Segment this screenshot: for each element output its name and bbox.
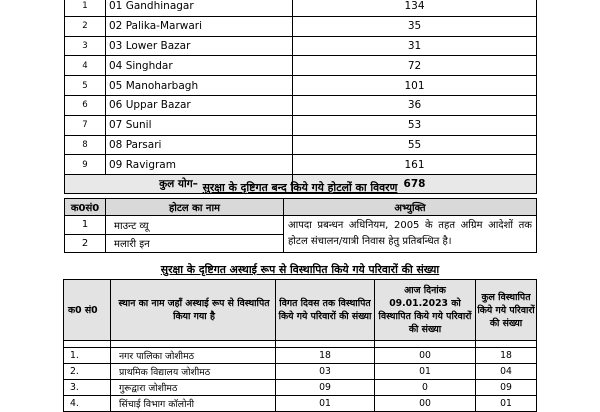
- ward-name: 02 Palika-Marwari: [106, 16, 293, 36]
- ward-name: 09 Ravigram: [106, 155, 293, 175]
- ward-count: 31: [293, 36, 537, 56]
- table-row: [64, 364, 537, 380]
- prev-count: 18: [276, 348, 375, 364]
- ward-name: 07 Sunil: [106, 115, 293, 135]
- hotel-name: माउन्ट व्यू: [106, 216, 284, 235]
- row-sn: 2: [65, 16, 106, 36]
- today-count: 01: [375, 364, 476, 380]
- ward-count: 101: [293, 76, 537, 96]
- ward-count: 36: [293, 95, 537, 115]
- table-row: [65, 216, 537, 235]
- table-header-row: [64, 280, 537, 341]
- table-row: [65, 155, 537, 175]
- header-place: स्थान का नाम जहाँ अस्थाई रूप से विस्थापित किया गया है: [111, 280, 276, 341]
- ward-name: 03 Lower Bazar: [106, 36, 293, 56]
- place-name: प्राथमिक विद्यालय जोशीमठ: [111, 364, 276, 380]
- ward-count: 72: [293, 56, 537, 76]
- table-row: [65, 95, 537, 115]
- table-row: [65, 76, 537, 96]
- prev-count: 01: [276, 396, 375, 412]
- displaced-families-table: [63, 279, 537, 412]
- table-row: [64, 380, 537, 396]
- place-name: नगर पालिका जोशीमठ: [111, 348, 276, 364]
- displaced-families-heading: सुरक्षा के दृष्टिगत अस्थाई रूप से विस्थापित किये गये परिवारों की संख्या: [160, 263, 440, 276]
- ward-count: 53: [293, 115, 537, 135]
- closed-hotels-heading: सुरक्षा के दृष्टिगत बन्द किये गये होटलों का विवरण: [202, 181, 398, 194]
- ward-name: 01 Gandhinagar: [106, 0, 293, 16]
- ward-name: 06 Uppar Bazar: [106, 95, 293, 115]
- table-row: [65, 135, 537, 155]
- header-sn: क0सं0: [65, 199, 106, 216]
- header-today: आज दिनांक 09.01.2023 को विस्थापित किये गये परिवारों की संख्या: [375, 280, 476, 341]
- table-header-row: [65, 199, 537, 216]
- row-sn: 4.: [64, 396, 111, 412]
- spacer-row: [64, 341, 537, 348]
- row-sn: 7: [65, 115, 106, 135]
- hotel-sn: 1: [65, 216, 106, 235]
- total-count: 09: [476, 380, 537, 396]
- prev-count: 09: [276, 380, 375, 396]
- row-sn: 9: [65, 155, 106, 175]
- row-sn: 5: [65, 76, 106, 96]
- hotel-sn: 2: [65, 234, 106, 253]
- closed-hotels-table: [64, 198, 537, 253]
- place-name: गुरूद्वारा जोशीमठ: [111, 380, 276, 396]
- total-count: 01: [476, 396, 537, 412]
- row-sn: 3.: [64, 380, 111, 396]
- table-row: [65, 36, 537, 56]
- ward-name: 05 Manoharbagh: [106, 76, 293, 96]
- prev-count: 03: [276, 364, 375, 380]
- header-remarks: अभ्युक्ति: [284, 199, 537, 216]
- table-row: [65, 115, 537, 135]
- table-row: [65, 56, 537, 76]
- header-hotel-name: होटल का नाम: [106, 199, 284, 216]
- row-sn: 2.: [64, 364, 111, 380]
- ward-count: 161: [293, 155, 537, 175]
- hotel-remark: आपदा प्रबन्धन अधिनियम, 2005 के तहत अग्रिम आदेशों तक होटल संचालन/यात्री निवास हेतु प्रतिबन्धित है।: [284, 216, 537, 253]
- today-count: 0: [375, 380, 476, 396]
- table-row: [65, 0, 537, 16]
- row-sn: 1.: [64, 348, 111, 364]
- ward-name: 08 Parsari: [106, 135, 293, 155]
- row-sn: 4: [65, 56, 106, 76]
- total-count: 04: [476, 364, 537, 380]
- table-row: [65, 16, 537, 36]
- table-row: [64, 396, 537, 412]
- place-name: सिंचाई विभाग कॉलोनी: [111, 396, 276, 412]
- ward-name: 04 Singhdar: [106, 56, 293, 76]
- header-total: कुल विस्थापित किये गये परिवारों की संख्या: [476, 280, 537, 341]
- row-sn: 6: [65, 95, 106, 115]
- header-sn: क0 सं0: [64, 280, 111, 341]
- ward-count: 55: [293, 135, 537, 155]
- header-prev: विगत दिवस तक विस्थापित किये गये परिवारों की संख्या: [276, 280, 375, 341]
- ward-count: 134: [293, 0, 537, 16]
- row-sn: 8: [65, 135, 106, 155]
- total-count: 18: [476, 348, 537, 364]
- total-label: कुल योग–: [65, 175, 293, 194]
- row-sn: 3: [65, 36, 106, 56]
- today-count: 00: [375, 348, 476, 364]
- ward-count: 35: [293, 16, 537, 36]
- hotel-name: मलारी इन: [106, 234, 284, 253]
- total-value: 678: [293, 175, 537, 194]
- table-row: [64, 348, 537, 364]
- today-count: 00: [375, 396, 476, 412]
- ward-count-table: [64, 0, 537, 194]
- row-sn: 1: [65, 0, 106, 16]
